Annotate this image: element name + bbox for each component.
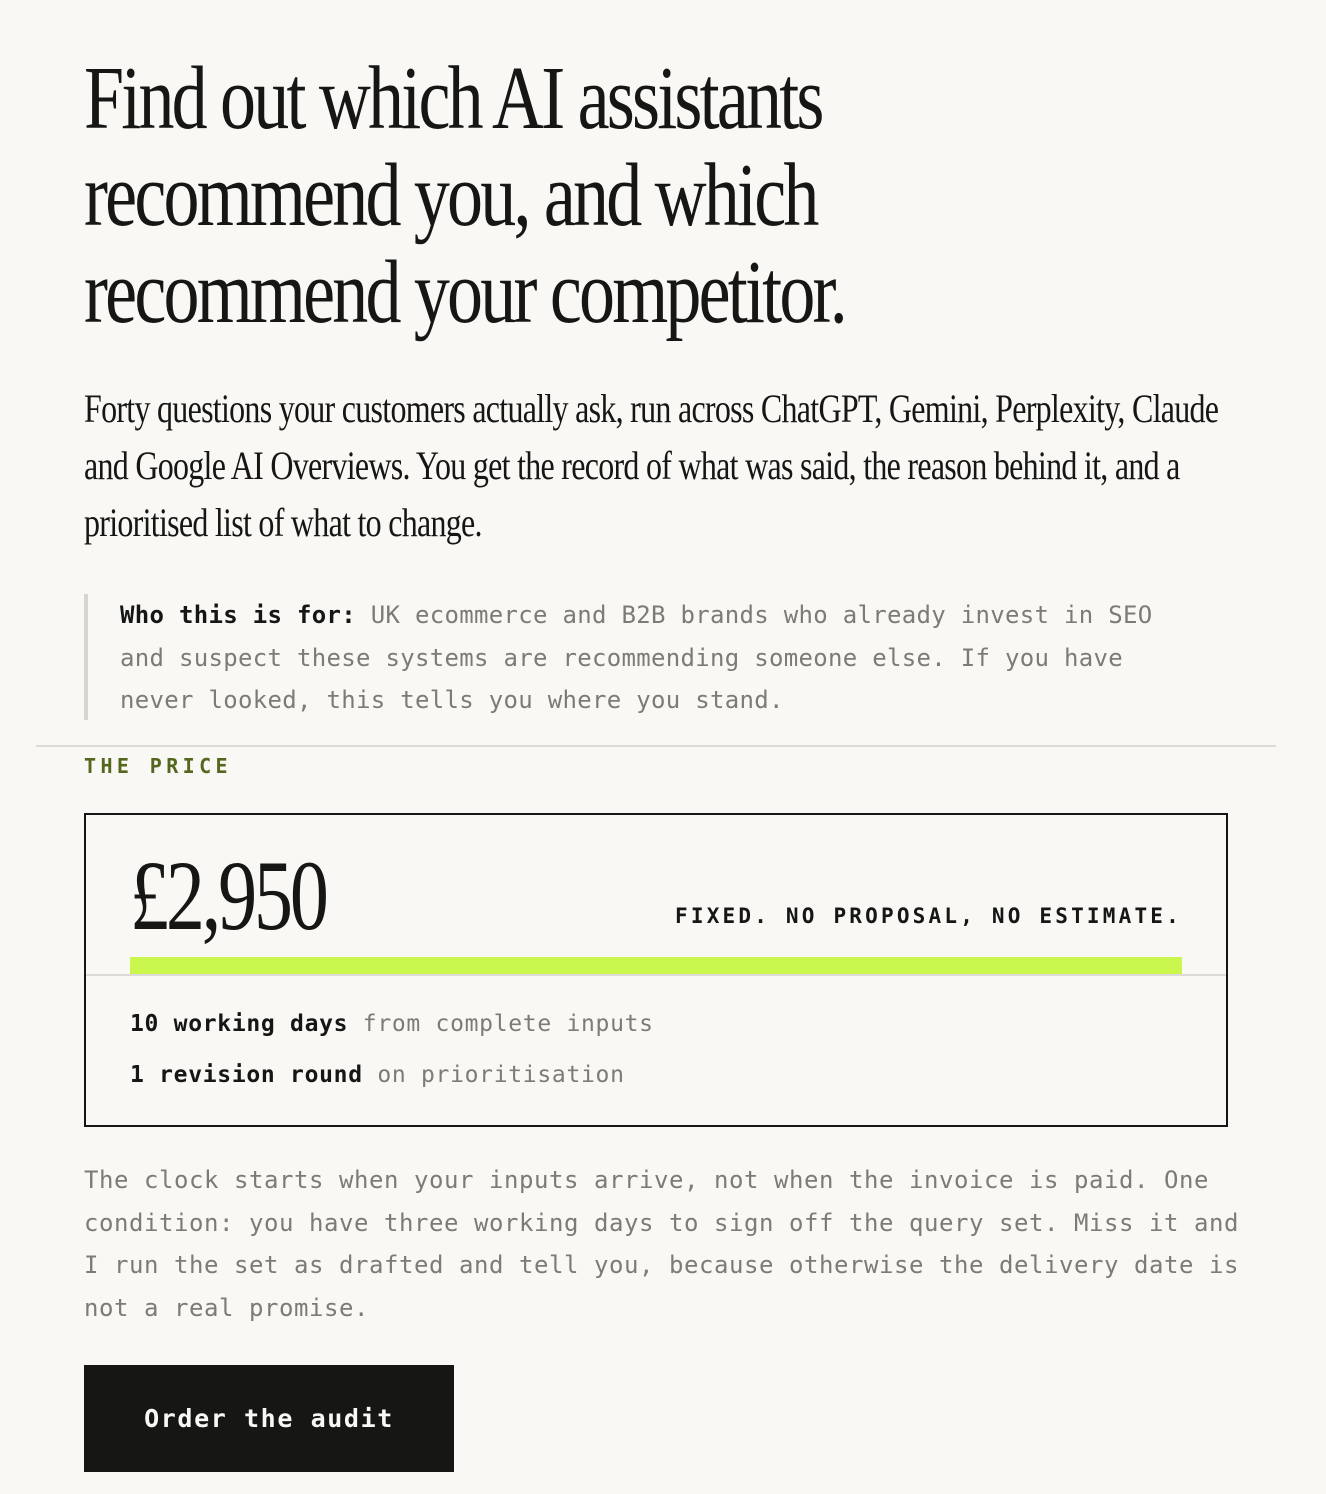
price-note: FIXED. NO PROPOSAL, NO ESTIMATE. <box>675 904 1182 928</box>
audience-text: UK ecommerce and B2B brands who already invest in SEO and suspect these systems are recommending someone else. If you have never looked, this tells you where you stand. <box>120 601 1153 714</box>
revision-term <box>130 1062 625 1088</box>
page-headline: Find out which AI assistants recommend you, and which recommend your competitor. <box>84 49 845 342</box>
revision-term-strong: 1 revision round <box>130 1062 363 1088</box>
price-accent-bar <box>130 957 1182 975</box>
price-amount: £2,950 <box>130 840 326 951</box>
section-divider <box>36 745 1276 747</box>
order-audit-button[interactable]: Order the audit <box>84 1365 454 1472</box>
terms-paragraph: The clock starts when your inputs arrive, not when the invoice is paid. One condition: you have three working days to sign off the query set. Miss it and I run the set as drafted and tell you, because otherwise the delivery date is not a real promise. <box>84 1166 1239 1322</box>
audience-label: Who this is for: <box>120 601 356 629</box>
price-card-rule <box>86 974 1226 976</box>
delivery-term <box>130 1011 654 1037</box>
intro-paragraph: Forty questions your customers actually ask, run across ChatGPT, Gemini, Perplexity, Claude and Google AI Overviews. You get the record of what was said, the reason behind it, and a prioritised list of what to change. <box>84 386 1219 545</box>
price-section-label: THE PRICE <box>84 754 232 778</box>
price-card <box>84 813 1228 1127</box>
delivery-term-detail: from complete inputs <box>362 1011 654 1037</box>
audience-callout <box>84 594 1194 720</box>
delivery-term-strong: 10 working days <box>130 1011 349 1037</box>
revision-term-detail: on prioritisation <box>377 1062 625 1088</box>
